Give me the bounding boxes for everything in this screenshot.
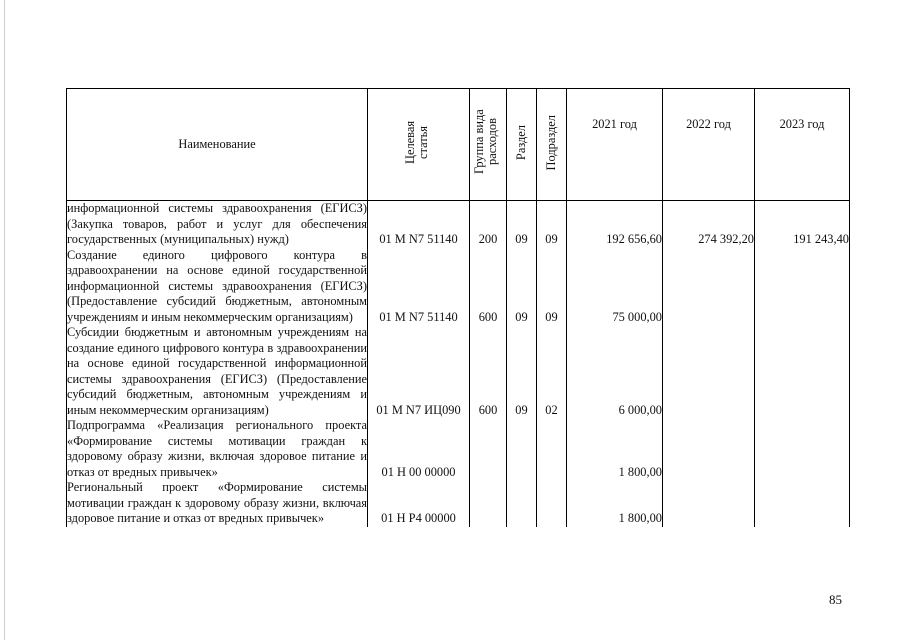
row-name: информационной системы здравоохранения (ЕГИСЗ) (Закупка товаров, работ и услуг для обеспечения государственных (муниципальных) нужд) [67, 201, 367, 246]
header-subsection: Подраздел [537, 89, 567, 201]
page-edge-line [4, 0, 5, 640]
row-target-article: 01 M N7 ИЦ090 [368, 325, 470, 418]
row-name: Региональный проект «Формирование системы мотивации граждан к здоровому образу жизни, включая здоровое питание и отказ от вредных привычек» [67, 480, 367, 525]
row-subsection: 09 [537, 201, 567, 248]
row-subsection: 02 [537, 325, 567, 418]
row-expense-group: 600 [470, 325, 507, 418]
row-amount-2023: 191 243,40 [755, 201, 850, 248]
row-expense-group: 600 [470, 248, 507, 326]
row-section: 09 [507, 248, 537, 326]
row-amount-2021: 1 800,00 [567, 418, 663, 480]
row-section: 09 [507, 201, 537, 248]
header-name: Наименование [67, 89, 368, 201]
row-section [507, 480, 537, 527]
row-expense-group: 200 [470, 201, 507, 248]
row-section: 09 [507, 325, 537, 418]
row-amount-2022 [663, 418, 755, 480]
row-amount-2022: 274 392,20 [663, 201, 755, 248]
row-amount-2023 [755, 325, 850, 418]
row-amount-2021: 75 000,00 [567, 248, 663, 326]
page-number: 85 [829, 592, 842, 607]
row-amount-2022 [663, 480, 755, 527]
table-row [67, 418, 850, 480]
table-row [67, 325, 850, 418]
row-expense-group [470, 480, 507, 527]
row-amount-2021: 6 000,00 [567, 325, 663, 418]
row-expense-group [470, 418, 507, 480]
header-section: Раздел [507, 89, 537, 201]
header-year-2021: 2021 год [567, 89, 663, 201]
budget-table [66, 88, 850, 527]
row-subsection: 09 [537, 248, 567, 326]
table-header-row [67, 89, 850, 201]
header-year-2023: 2023 год [755, 89, 850, 201]
header-target-article: Целевая статья [368, 89, 470, 201]
table-row [67, 248, 850, 326]
row-subsection [537, 418, 567, 480]
row-name: Создание единого цифрового контура в здравоохранении на основе единой государственной информационной системы здравоохранения (ЕГИСЗ) (Предоставление субсидий бюджетным, автономным учреждениям и иным некоммерческим организациям) [67, 247, 367, 324]
row-amount-2023 [755, 248, 850, 326]
row-section [507, 418, 537, 480]
row-name: Субсидии бюджетным и автономным учреждениям на создание единого цифрового контура в здравоохранении на основе единой государственной информационной системы здравоохранения (ЕГИСЗ) (Предоставление субсидий бюджетным, автономным учреждениям и иным некоммерческим организациям) [67, 325, 367, 417]
row-amount-2023 [755, 480, 850, 527]
table-row [67, 480, 850, 527]
row-amount-2021: 1 800,00 [567, 480, 663, 527]
row-amount-2023 [755, 418, 850, 480]
header-year-2022: 2022 год [663, 89, 755, 201]
row-target-article: 01 Н 00 00000 [368, 418, 470, 480]
row-subsection [537, 480, 567, 527]
row-target-article: 01 M N7 51140 [368, 248, 470, 326]
row-amount-2022 [663, 325, 755, 418]
row-amount-2021: 192 656,60 [567, 201, 663, 248]
row-name: Подпрограмма «Реализация регионального проекта «Формирование системы мотивации граждан к здоровому образу жизни, включая здоровое питание и отказ от вредных привычек» [67, 418, 367, 479]
row-target-article: 01 M N7 51140 [368, 201, 470, 248]
row-amount-2022 [663, 248, 755, 326]
table-row [67, 201, 850, 248]
row-target-article: 01 Н P4 00000 [368, 480, 470, 527]
header-expense-group: Группа вида расходов [470, 89, 507, 201]
